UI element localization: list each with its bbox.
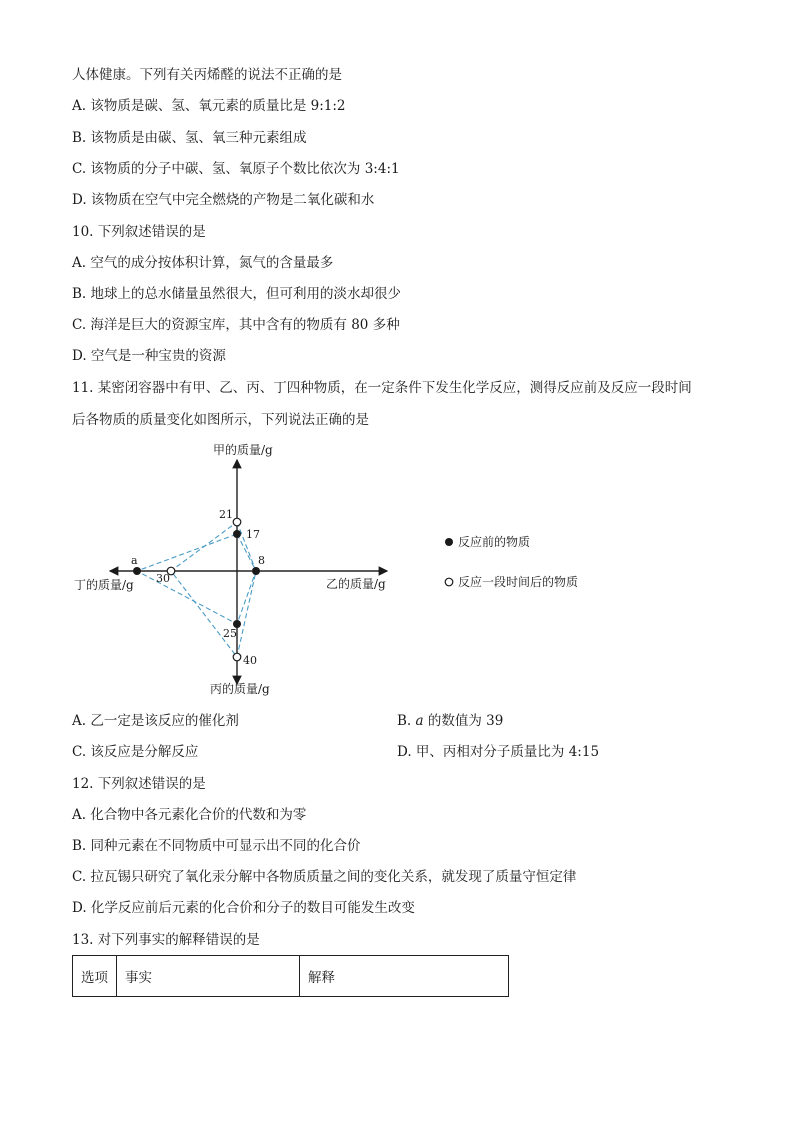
q11-option-a: A. 乙一定是该反应的催化剂 [72,713,239,729]
q12-option-c: C. 拉瓦锡只研究了氧化汞分解中各物质质量之间的变化关系，就发现了质量守恒定律 [72,869,577,885]
label-yi-before: 8 [258,554,265,567]
q10-option-c: C. 海洋是巨大的资源宝库，其中含有的物质有 80 多种 [72,317,400,333]
q11-option-b-prefix: B. [397,713,416,729]
label-bing-after: 40 [243,654,257,667]
label-ding-after: 30 [156,572,170,585]
axis-label-ding: 丁的质量/g [74,578,134,592]
table-row [73,956,509,997]
q12-option-a: A. 化合物中各元素化合价的代数和为零 [72,807,307,823]
legend-after-label: 反应一段时间后的物质 [458,575,579,589]
q11-option-b-variable: a [415,713,424,729]
mass-change-diagram [60,432,620,702]
label-jia-before: 17 [246,528,260,541]
table-header-option: 选项 [73,956,117,997]
label-ding-before: a [131,554,138,567]
table-header-fact: 事实 [117,956,300,997]
q11-option-b-suffix: 的数值为 39 [423,713,504,729]
q11-stem-line1: 11. 某密闭容器中有甲、乙、丙、丁四种物质，在一定条件下发生化学反应，测得反应前及反应一段时间 [72,380,692,396]
q10-option-b: B. 地球上的总水储量虽然很大，但可利用的淡水却很少 [72,286,402,302]
q9-option-c: C. 该物质的分子中碳、氢、氧原子个数比依次为 3:4:1 [72,161,400,177]
point-yi-before [252,567,260,575]
q9-stem: 人体健康。下列有关丙烯醛的说法不正确的是 [72,67,342,83]
q12-option-b: B. 同种元素在不同物质中可显示出不同的化合价 [72,838,361,854]
axis-label-yi: 乙的质量/g [326,577,386,591]
q11-option-d: D. 甲、丙相对分子质量比为 4:15 [397,744,600,760]
q13-stem: 13. 对下列事实的解释错误的是 [72,932,260,948]
point-jia-before [233,530,241,538]
q11-stem-line2: 后各物质的质量变化如图所示，下列说法正确的是 [72,412,369,428]
q12-stem: 12. 下列叙述错误的是 [72,776,206,792]
axis-label-bing: 丙的质量/g [210,682,270,696]
legend-after-marker [445,578,453,586]
q10-option-d: D. 空气是一种宝贵的资源 [72,348,226,364]
point-jia-after [233,518,241,526]
legend-before-label: 反应前的物质 [458,535,531,549]
before-quadrilateral [137,534,256,624]
label-bing-before: 25 [223,627,237,640]
q10-stem: 10. 下列叙述错误的是 [72,224,206,240]
axis-label-jia: 甲的质量/g [213,443,273,457]
q11-option-c: C. 该反应是分解反应 [72,744,199,760]
q9-option-b: B. 该物质是由碳、氢、氧三种元素组成 [72,130,307,146]
table-header-explanation: 解释 [300,956,509,997]
q10-option-a: A. 空气的成分按体积计算，氮气的含量最多 [72,255,334,271]
q13-table [72,955,509,997]
q11-option-b [397,711,503,731]
q9-option-d: D. 该物质在空气中完全燃烧的产物是二氧化碳和水 [72,192,375,208]
point-bing-after [233,653,241,661]
q9-option-a: A. 该物质是碳、氢、氧元素的质量比是 9:1:2 [72,98,346,114]
q12-option-d: D. 化学反应前后元素的化合价和分子的数目可能发生改变 [72,900,415,916]
point-ding-before [133,567,141,575]
legend-before-marker [445,538,453,546]
label-jia-after: 21 [219,508,233,521]
